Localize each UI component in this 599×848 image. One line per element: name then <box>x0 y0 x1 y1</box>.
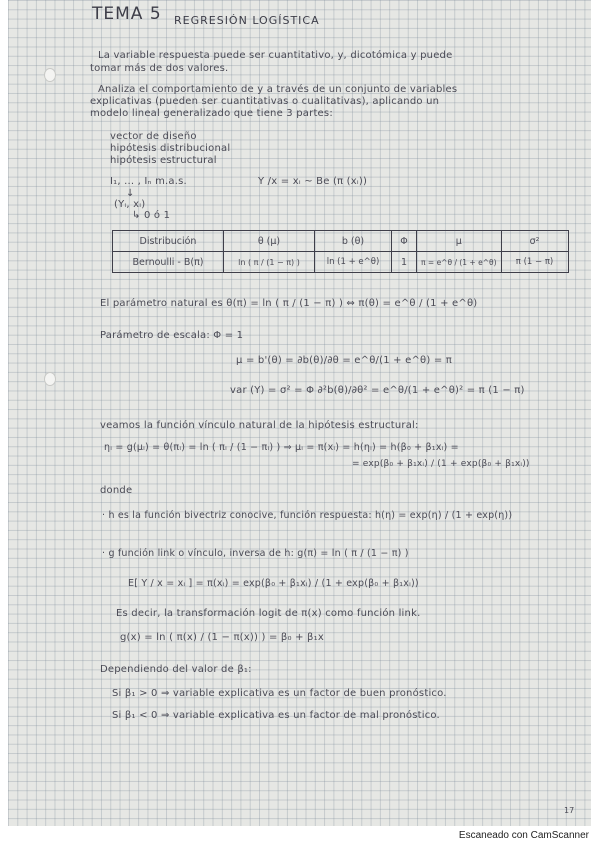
arrow-icon: ↓ <box>126 188 135 199</box>
response-function: · h es la función bivectriz conocive, función respuesta: h(η) = exp(η) / (1 + exp(η)) <box>102 510 513 521</box>
expectation-equation: E[ Y / x = xᵢ ] = π(xᵢ) = exp(β₀ + β₁xᵢ) / (1 + exp(β₀ + β₁xᵢ)) <box>128 578 419 589</box>
link-function: · g función link o vínculo, inversa de h: g(π) = ln ( π / (1 − π) ) <box>102 548 409 559</box>
table-cell: ln ( π / (1 − π) ) <box>224 252 315 273</box>
distribution-table <box>112 230 569 273</box>
binder-hole <box>44 372 56 386</box>
natural-parameter: El parámetro natural es θ(π) = ln ( π / (1 − π) ) ⇔ π(θ) = e^θ / (1 + e^θ) <box>100 298 478 309</box>
table-header: μ <box>417 231 502 252</box>
table-cell: Bernoulli - B(π) <box>113 252 224 273</box>
page-title: TEMA 5 <box>92 4 162 24</box>
intro-line: Analiza el comportamiento de y a través de un conjunto de variables <box>98 84 458 95</box>
beta-positive: Si β₁ > 0 ⇒ variable explicativa es un factor de buen pronóstico. <box>112 688 447 699</box>
table-header: b (θ) <box>315 231 392 252</box>
notebook-page <box>8 0 591 826</box>
intro-line: explicativas (pueden ser cuantitativas o cualitativas), aplicando un <box>90 96 440 107</box>
scanner-footer: Escaneado con CamScanner <box>458 830 589 841</box>
pair-label: (Yᵢ, xᵢ) <box>114 199 146 210</box>
page-number: 17 <box>564 806 575 815</box>
part-item: hipótesis estructural <box>110 155 217 166</box>
table-cell: ln (1 + e^θ) <box>315 252 392 273</box>
intro-line: La variable respuesta puede ser cuantitativo, y, dicotómica y puede <box>98 50 453 61</box>
link-intro: veamos la función vínculo natural de la hipótesis estructural: <box>100 420 419 431</box>
table-header: θ (μ) <box>224 231 315 252</box>
table-row <box>113 252 569 273</box>
beta-intro: Dependiendo del valor de β₁: <box>100 664 252 675</box>
mean-equation: μ = b'(θ) = ∂b(θ)/∂θ = e^θ/(1 + e^θ) = π <box>236 355 453 366</box>
part-item: vector de diseño <box>110 131 197 142</box>
table-header: σ² <box>501 231 568 252</box>
sample-line: I₁, ... , Iₙ m.a.s. <box>110 176 187 187</box>
model-line: Y /x = xᵢ ~ Be (π (xᵢ)) <box>258 176 368 187</box>
part-item: hipótesis distribucional <box>110 143 231 154</box>
scale-parameter: Parámetro de escala: Φ = 1 <box>100 330 244 341</box>
table-header-row <box>113 231 569 252</box>
table-cell: 1 <box>392 252 417 273</box>
link-equation-cont: = exp(β₀ + β₁xᵢ) / (1 + exp(β₀ + β₁xᵢ)) <box>352 459 530 469</box>
logit-equation: g(x) = ln ( π(x) / (1 − π(x)) ) = β₀ + β₁x <box>120 632 324 643</box>
intro-line: modelo lineal generalizado que tiene 3 partes: <box>90 108 333 119</box>
beta-negative: Si β₁ < 0 ⇒ variable explicativa es un factor de mal pronóstico. <box>112 710 440 721</box>
logit-sentence: Es decir, la transformación logit de π(x) como función link. <box>116 608 421 619</box>
table-cell: π = e^θ / (1 + e^θ) <box>417 252 502 273</box>
table-header: Distribución <box>113 231 224 252</box>
intro-line: tomar más de dos valores. <box>90 63 229 74</box>
where-label: donde <box>100 485 133 496</box>
page-subtitle: REGRESIÓN LOGÍSTICA <box>174 14 320 27</box>
values-label: ↳ 0 ó 1 <box>132 210 171 221</box>
variance-equation: var (Y) = σ² = Φ ∂²b(θ)/∂θ² = e^θ/(1 + e^θ)² = π (1 − π) <box>230 385 525 396</box>
binder-hole <box>44 68 56 82</box>
values-text: 0 ó 1 <box>143 210 171 221</box>
table-cell: π (1 − π) <box>501 252 568 273</box>
table-header: Φ <box>392 231 417 252</box>
link-equation: ηᵢ = g(μᵢ) = θ(πᵢ) = ln ( πᵢ / (1 − πᵢ) ) ⇒ μᵢ = π(xᵢ) = h(ηᵢ) = h(β₀ + β₁xᵢ) = <box>104 442 459 453</box>
